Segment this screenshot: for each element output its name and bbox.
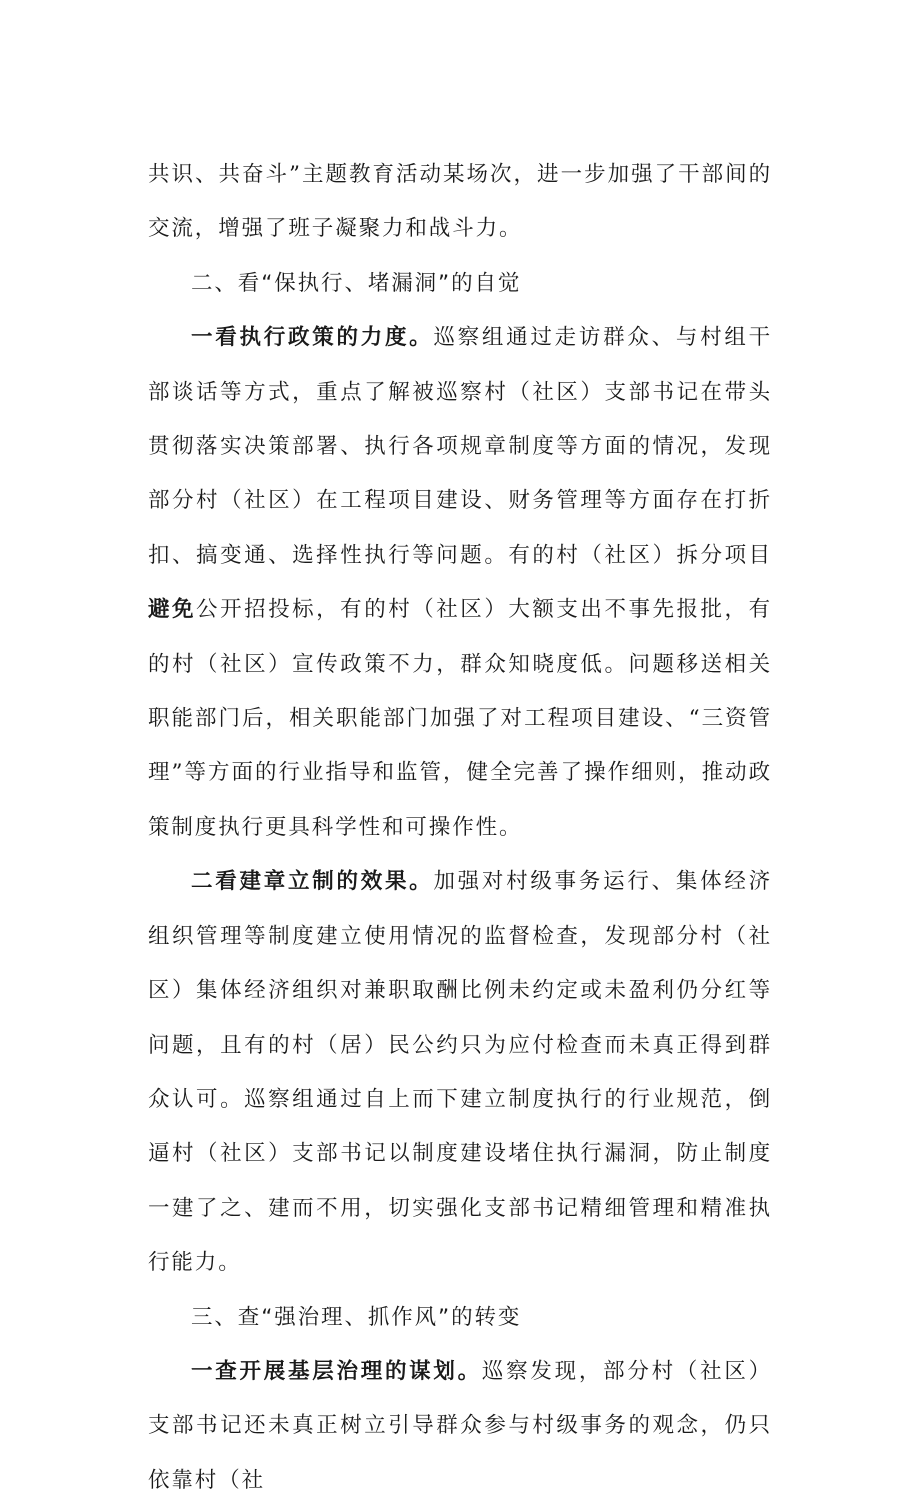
paragraph-continuation	[148, 148, 772, 257]
paragraph-text: 共识、共奋斗”主题教育活动某场次，进一步加强了干部间的交流，增强了班子凝聚力和战斗力。	[148, 162, 772, 242]
paragraph-text: 公开招投标，有的村（社区）大额支出不事先报批，有的村（社区）宣传政策不力，群众知晓度低。问题移送相关职能部门后，相关职能部门加强了对工程项目建设、“三资管理”等方面的行业指导和监管，健全完善了操作细则，推动政策制度执行更具科学性和可操作性。	[148, 597, 772, 840]
emphasis-text: 避免	[148, 597, 197, 623]
paragraph-rules-effect	[148, 855, 772, 1290]
paragraph-text: 加强对村级事务运行、集体经济组织管理等制度建立使用情况的监督检查，发现部分村（社区）集体经济组织对兼职取酬比例未约定或未盈利仍分红等问题，且有的村（居）民公约只为应付检查而未真正得到群众认可。巡察组通过自上而下建立制度执行的行业规范，倒逼村（社区）支部书记以制度建设堵住执行漏洞，防止制度一建了之、建而不用，切实强化支部书记精细管理和精准执行能力。	[148, 869, 772, 1276]
paragraph-lead: 二看建章立制的效果。	[191, 869, 434, 895]
section-heading-2: 二、看“保执行、堵漏洞”的自觉	[191, 270, 522, 296]
paragraph-policy-execution	[148, 311, 772, 855]
section-heading-3: 三、查“强治理、抓作风”的转变	[191, 1304, 522, 1330]
document-page	[148, 148, 772, 1508]
paragraph-lead: 一看执行政策的力度。	[191, 325, 434, 351]
paragraph-lead: 一查开展基层治理的谋划。	[191, 1358, 482, 1384]
paragraph-governance-plan	[148, 1345, 772, 1508]
paragraph-text: 巡察发现，部分村（社区）支部书记还未真正树立引导群众参与村级事务的观念，仍只依靠村（社	[148, 1358, 772, 1493]
paragraph-text: 巡察组通过走访群众、与村组干部谈话等方式，重点了解被巡察村（社区）支部书记在带头贯彻落实决策部署、执行各项规章制度等方面的情况，发现部分村（社区）在工程项目建设、财务管理等方面存在打折扣、搞变通、选择性执行等问题。有的村（社区）拆分项目	[148, 325, 772, 568]
